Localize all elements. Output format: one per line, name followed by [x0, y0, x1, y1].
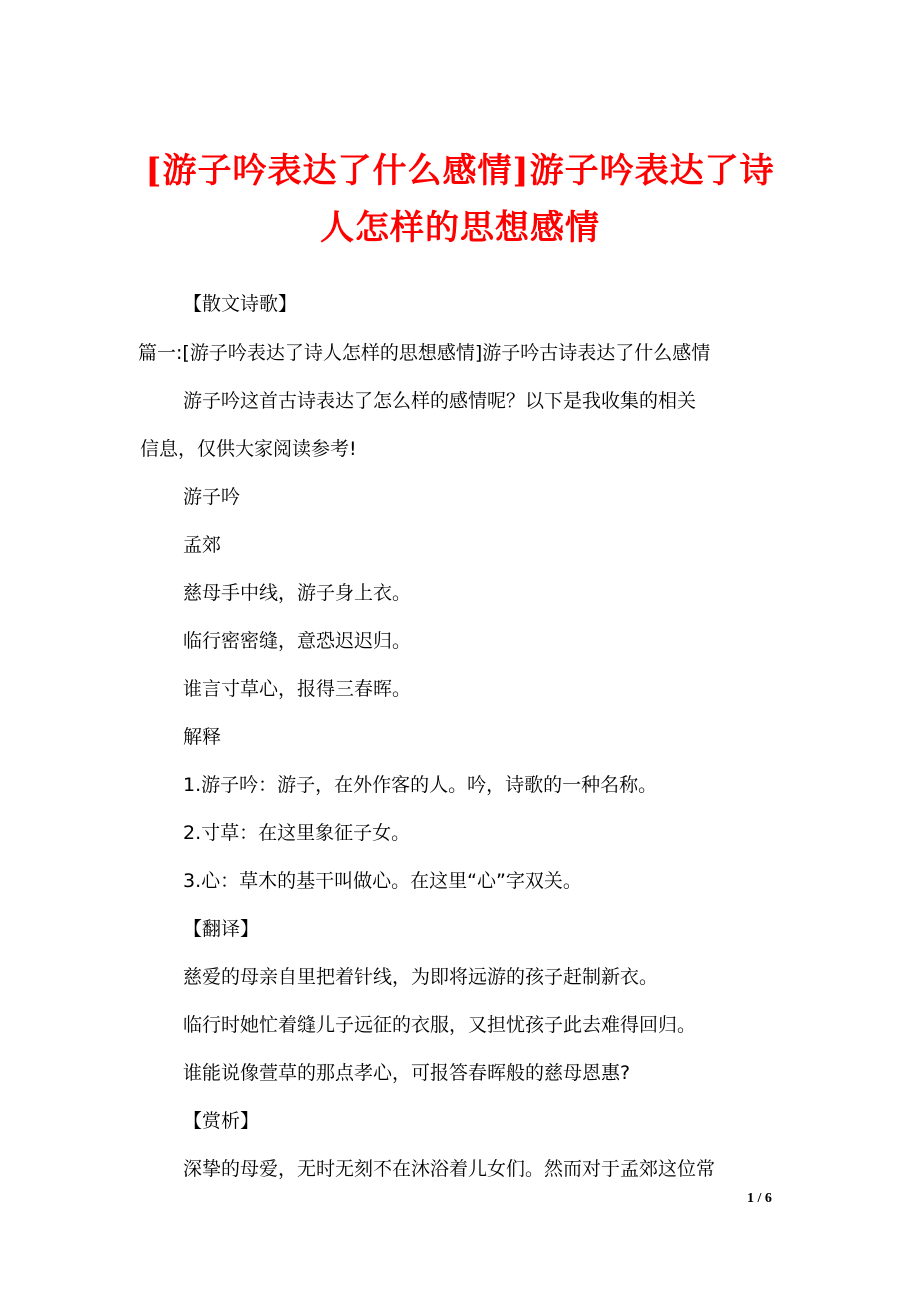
poem-title: 游子吟 — [183, 486, 241, 508]
note-item: 2.寸草：在这里象征子女。 — [183, 822, 411, 844]
translation-line: 谁能说像萱草的那点孝心，可报答春晖般的慈母恩惠? — [183, 1062, 631, 1084]
poem-line: 临行密密缝，意恐迟迟归。 — [183, 630, 412, 652]
intro-paragraph-line-2: 信息，仅供大家阅读参考! — [140, 438, 357, 460]
notes-heading: 解释 — [183, 726, 222, 748]
translation-line: 临行时她忙着缝儿子远征的衣服，又担忧孩子此去难得回归。 — [183, 1014, 697, 1036]
translation-heading: 【翻译】 — [183, 918, 260, 940]
title-line-2: 人怎样的思想感情 — [320, 208, 600, 248]
page-number: 1 / 6 — [747, 1191, 772, 1206]
note-item: 3.心：草木的基干叫做心。在这里“心”字双关。 — [183, 870, 582, 892]
appreciation-paragraph-line-1: 深挚的母爱，无时无刻不在沐浴着儿女们。然而对于孟郊这位常 — [183, 1158, 716, 1180]
poem-line: 慈母手中线，游子身上衣。 — [183, 582, 412, 604]
category-label: 【散文诗歌】 — [183, 293, 298, 315]
intro-paragraph-line-1: 游子吟这首古诗表达了怎么样的感情呢？以下是我收集的相关 — [183, 390, 697, 412]
appreciation-heading: 【赏析】 — [183, 1110, 260, 1132]
section-heading: 篇一:[游子吟表达了诗人怎样的思想感情]游子吟古诗表达了什么感情 — [138, 342, 711, 364]
title-line-1: [游子吟表达了什么感情]游子吟表达了诗 — [145, 151, 775, 191]
translation-line: 慈爱的母亲自里把着针线，为即将远游的孩子赶制新衣。 — [183, 966, 659, 988]
document-title — [100, 143, 820, 257]
poem-author: 孟郊 — [183, 534, 222, 556]
note-item: 1.游子吟：游子，在外作客的人。吟，诗歌的一种名称。 — [183, 774, 658, 796]
poem-line: 谁言寸草心，报得三春晖。 — [183, 678, 412, 700]
